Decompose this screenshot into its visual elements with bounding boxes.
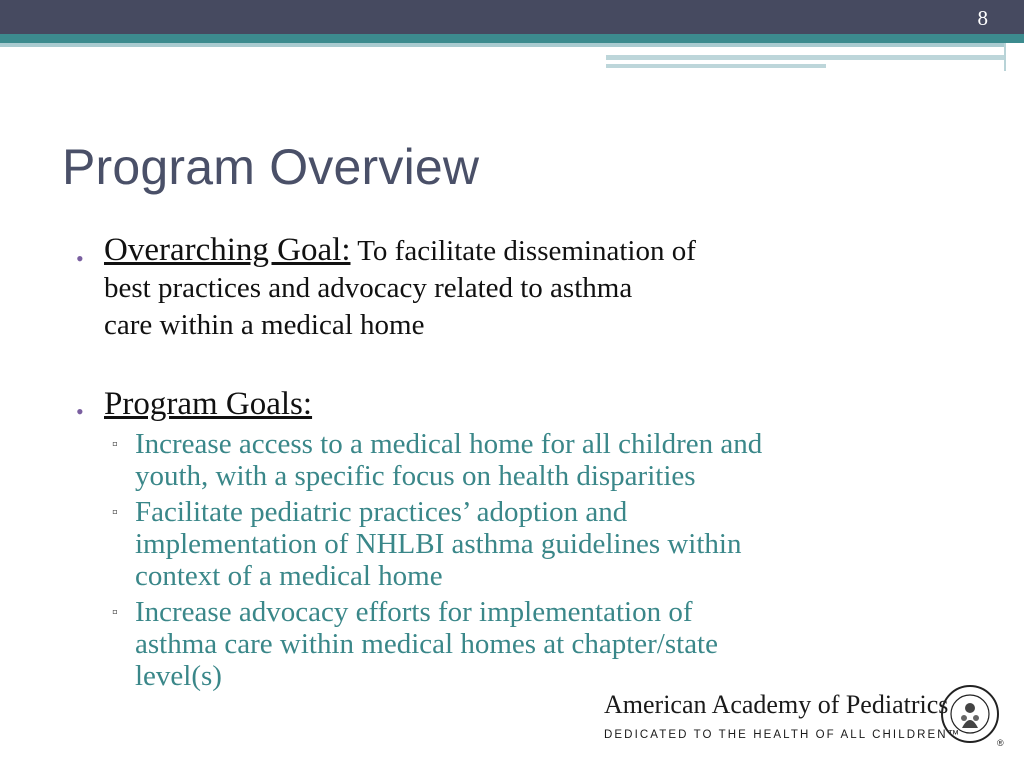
program-goal-line: Facilitate pediatric practices’ adoption and <box>135 496 628 528</box>
aap-logo <box>604 684 1004 754</box>
logo-name: American Academy of Pediatrics <box>604 690 949 719</box>
slide-title: Program Overview <box>62 139 480 195</box>
program-goal-line: context of a medical home <box>135 560 443 592</box>
program-goal-line: youth, with a specific focus on health disparities <box>135 460 696 492</box>
header-light-band <box>0 43 1004 47</box>
program-goal-line: implementation of NHLBI asthma guidelines within <box>135 528 742 560</box>
bullet-dot-icon: • <box>76 246 84 271</box>
program-goal-line: asthma care within medical homes at chapter/state <box>135 628 718 660</box>
program-goal-line: Increase access to a medical home for all children and <box>135 428 763 460</box>
program-goals-label: Program Goals: <box>104 386 313 422</box>
overarching-goal-text-3: care within a medical home <box>104 309 425 341</box>
header-light-stripe <box>606 55 1004 60</box>
program-goal-line: level(s) <box>135 660 222 692</box>
overarching-goal-text-2: best practices and advocacy related to asthma <box>104 272 633 304</box>
header-vertical-rule <box>1004 43 1006 71</box>
overarching-goal-text-1: To facilitate dissemination of <box>350 235 696 267</box>
registered-mark: ® <box>997 738 1004 748</box>
bullet-dot-icon: • <box>76 399 84 424</box>
program-goal-item <box>76 596 956 692</box>
aap-seal-icon <box>940 684 1004 748</box>
slide-body <box>76 232 956 692</box>
header-band <box>0 0 1024 34</box>
header-light-stripe-short <box>606 64 826 68</box>
program-goals-bullet <box>76 384 956 424</box>
header-accent-band <box>0 34 1024 43</box>
square-bullet-icon: ▫ <box>112 436 118 453</box>
program-goal-line: Increase advocacy efforts for implementation of <box>135 596 693 628</box>
slide-number: 8 <box>977 6 988 30</box>
overarching-goal-label: Overarching Goal: <box>104 232 351 268</box>
overarching-goal-bullet <box>76 232 956 344</box>
logo-tagline: DEDICATED TO THE HEALTH OF ALL CHILDREN™ <box>604 729 962 741</box>
program-goal-item <box>76 496 956 592</box>
program-goal-item <box>76 428 956 492</box>
square-bullet-icon: ▫ <box>112 504 118 521</box>
square-bullet-icon: ▫ <box>112 604 118 621</box>
